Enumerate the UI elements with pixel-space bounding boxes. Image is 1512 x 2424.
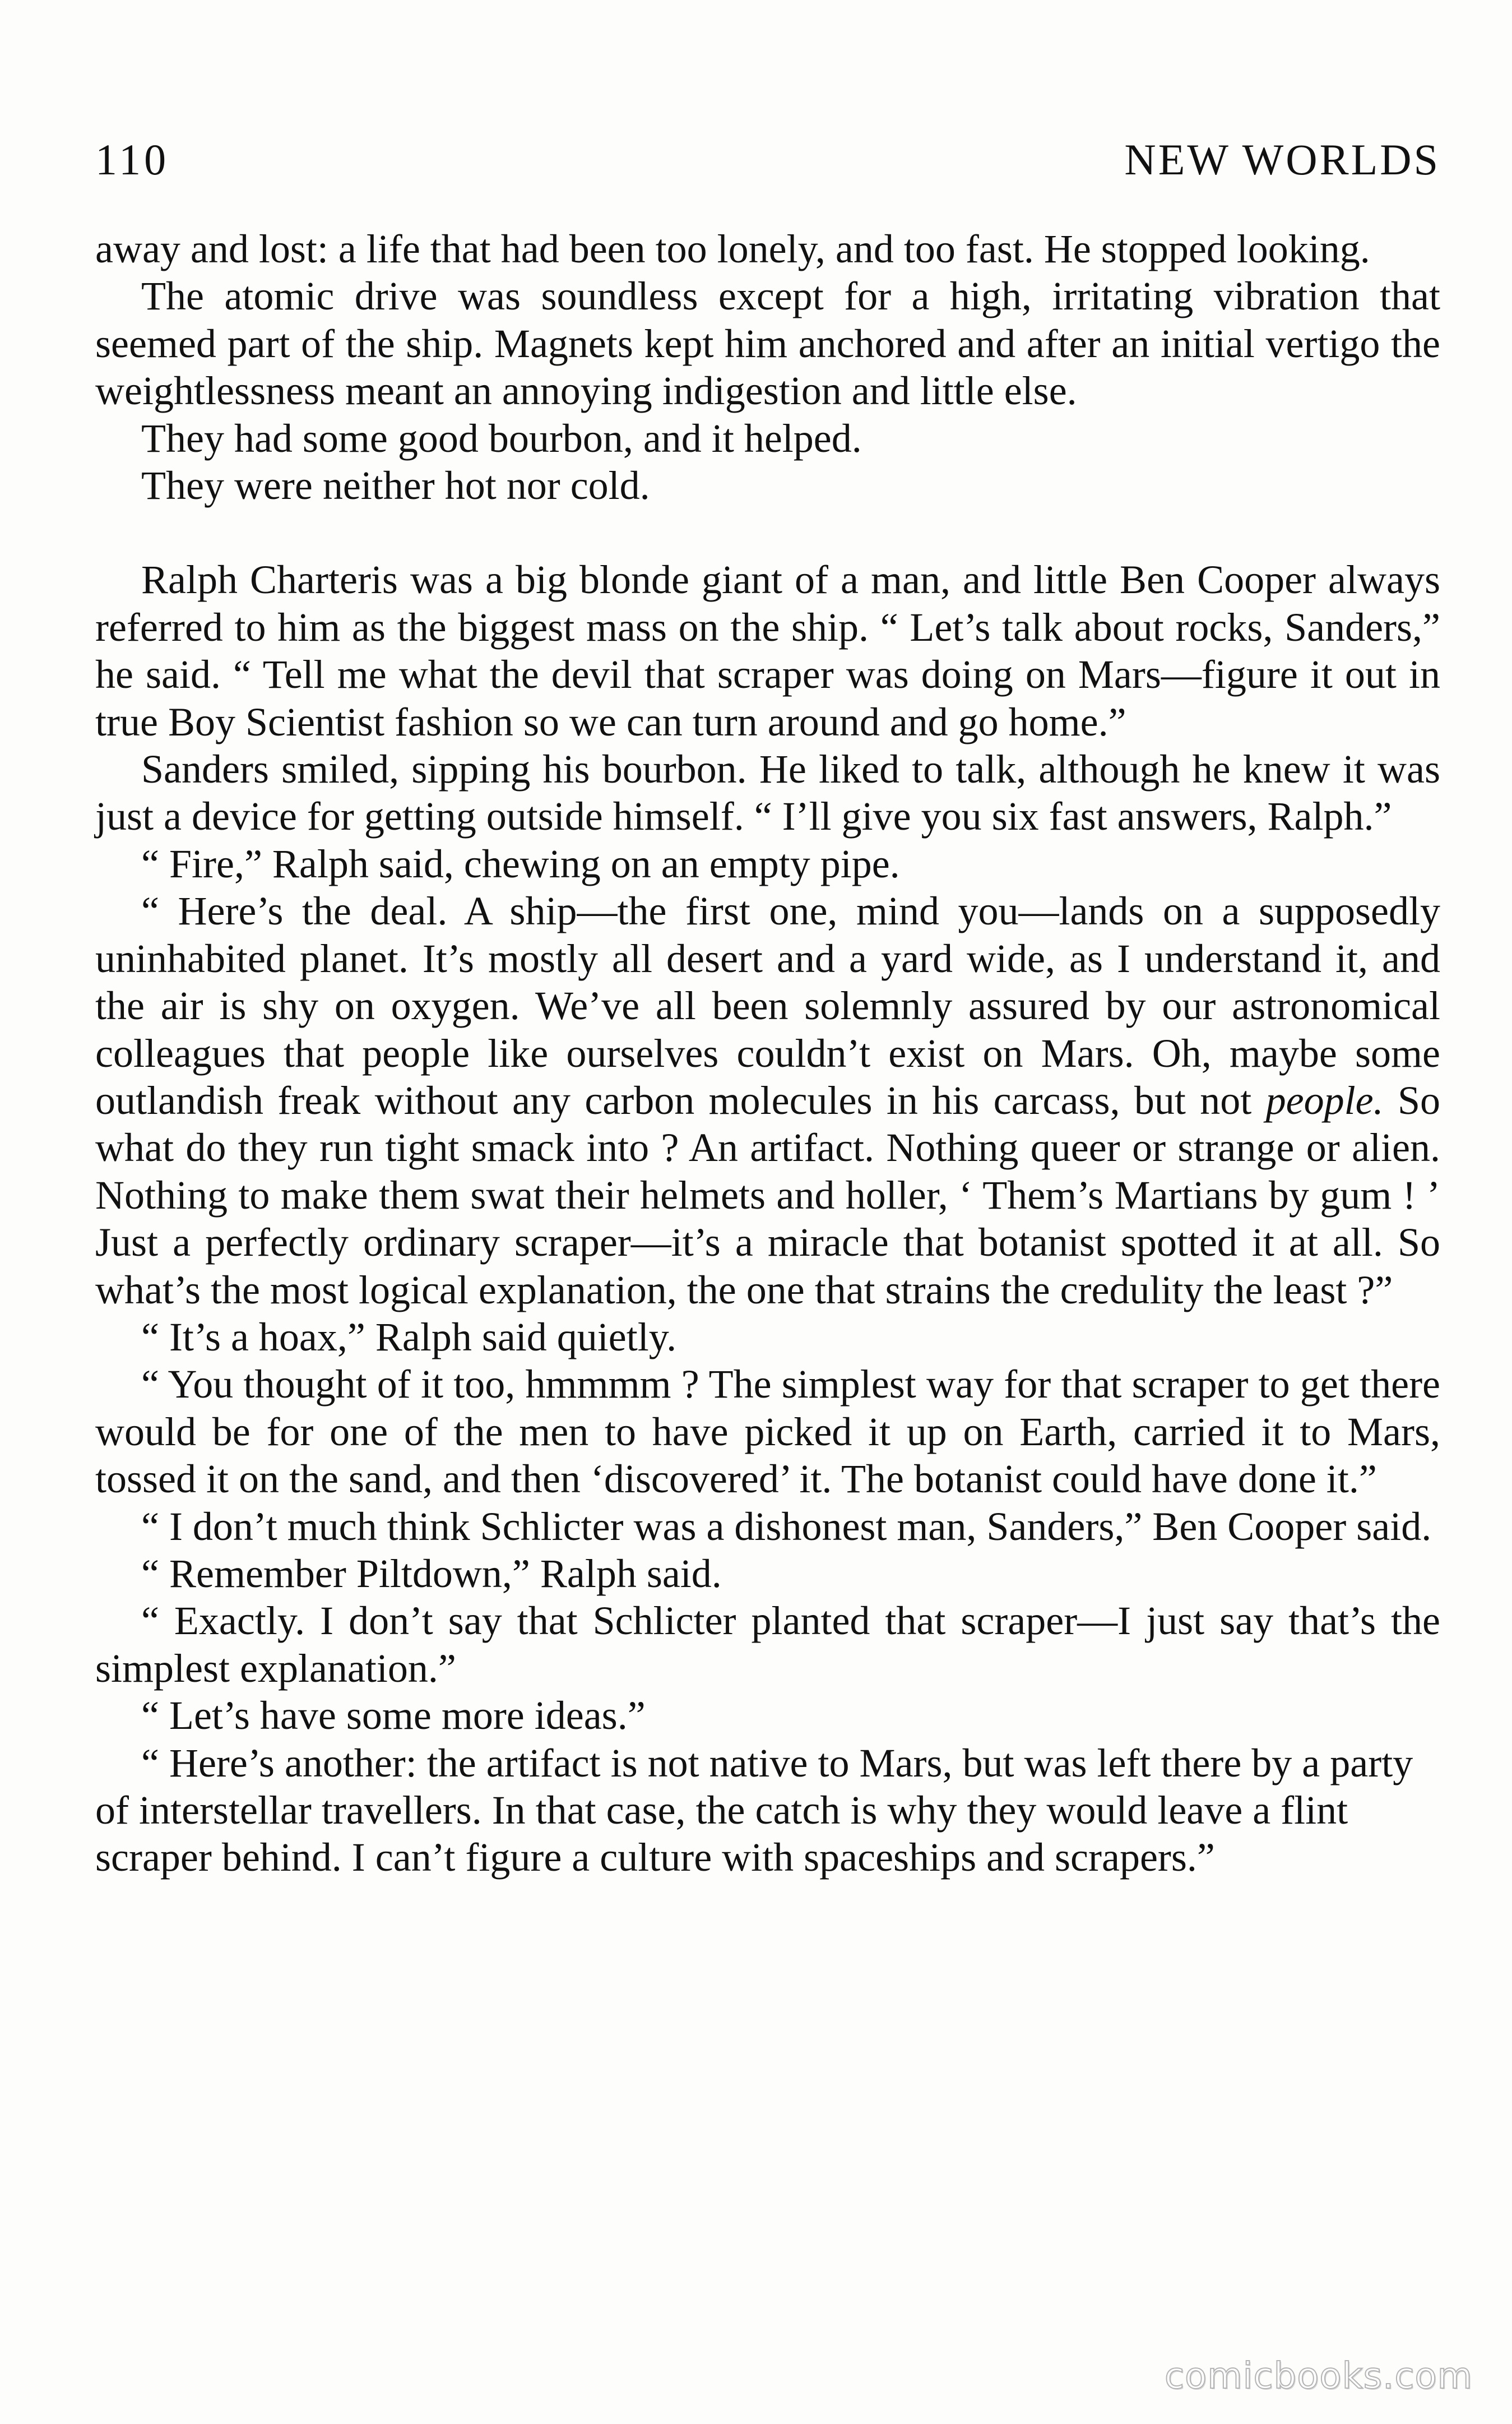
page-number: 110 — [95, 135, 170, 184]
paragraph: “ Let’s have some more ideas.” — [141, 1693, 646, 1738]
paragraph-text: “ Here’s the deal. A ship—the first one, mind you—lands on a supposedly uninhabited planet. It’s mostly all desert and a yard wide, as I understand it, and the air is shy on oxygen. We’ve all been solemnly assured by our astronomical colleagues that people like ourselves couldn’t exist on Mars. Oh, maybe some outlandish freak without any carbon molecules in his carcass, but not — [95, 889, 1440, 1123]
paragraph: “ You thought of it too, hmmmm ? The simplest way for that scraper to get there would be for one of the men to have picked it up on Earth, carried it to Mars, tossed it on the sand, and then ‘discovered’ it. The botanist could have done it.” — [95, 1362, 1440, 1502]
paragraph: “ Fire,” Ralph said, chewing on an empty pipe. — [141, 841, 900, 886]
paragraph: “ I don’t much think Schlicter was a dishonest man, Sanders,” Ben Cooper said. — [141, 1504, 1432, 1549]
running-title: NEW WORLDS — [1124, 135, 1440, 184]
paragraph: “ It’s a hoax,” Ralph said quietly. — [141, 1314, 677, 1359]
paragraph: Ralph Charteris was a big blonde giant of a man, and little Ben Cooper always referred to him as the biggest mass on the ship. “ Let’s talk about rocks, Sanders,” he said. “ Tell me what the devil that scraper was doing on Mars—figure it out in true Boy Scientist fashion so we can turn around and go home.” — [95, 557, 1440, 744]
paragraph: “ Remember Piltdown,” Ralph said. — [141, 1551, 722, 1596]
page-header — [95, 129, 1440, 191]
paragraph: “ Exactly. I don’t say that Schlicter planted that scraper—I just say that’s the simplest explanation.” — [95, 1598, 1440, 1691]
body-text — [95, 225, 1440, 1881]
paragraph: The atomic drive was soundless except for a high, irritating vibration that seemed part of the ship. Magnets kept him anchored and after an initial vertigo the weightlessness meant an annoying indigestion and little else. — [95, 274, 1440, 414]
emphasized-word: people. — [1265, 1077, 1384, 1123]
paragraph: Sanders smiled, sipping his bourbon. He liked to talk, although he knew it was just a device for getting outside himself. “ I’ll give you six fast answers, Ralph.” — [95, 747, 1440, 839]
watermark: comicbooks.com — [1164, 2356, 1473, 2397]
paragraph — [95, 887, 1440, 1313]
paragraph: away and lost: a life that had been too lonely, and too fast. He stopped looking. — [95, 226, 1370, 271]
paragraph: “ Here’s another: the artifact is not native to Mars, but was left there by a party of interstellar travellers. In that case, the catch is why they would leave a flint scraper behind. I can’t figure a culture with spaceships and scrapers.” — [95, 1740, 1413, 1880]
paragraph: They were neither hot nor cold. — [141, 463, 650, 508]
paragraph: They had some good bourbon, and it helped. — [141, 415, 862, 461]
paragraph-text: So what do they run tight smack into ? An artifact. Nothing queer or strange or alien. Nothing to make them swat their helmets and holler, ‘ Them’s Martians by gum ! ’ Just a perfectly ordinary scraper—it’s a miracle that botanist spotted it at all. So what’s the most logical explanation, the one that strains the credulity the least ?” — [95, 1077, 1440, 1312]
